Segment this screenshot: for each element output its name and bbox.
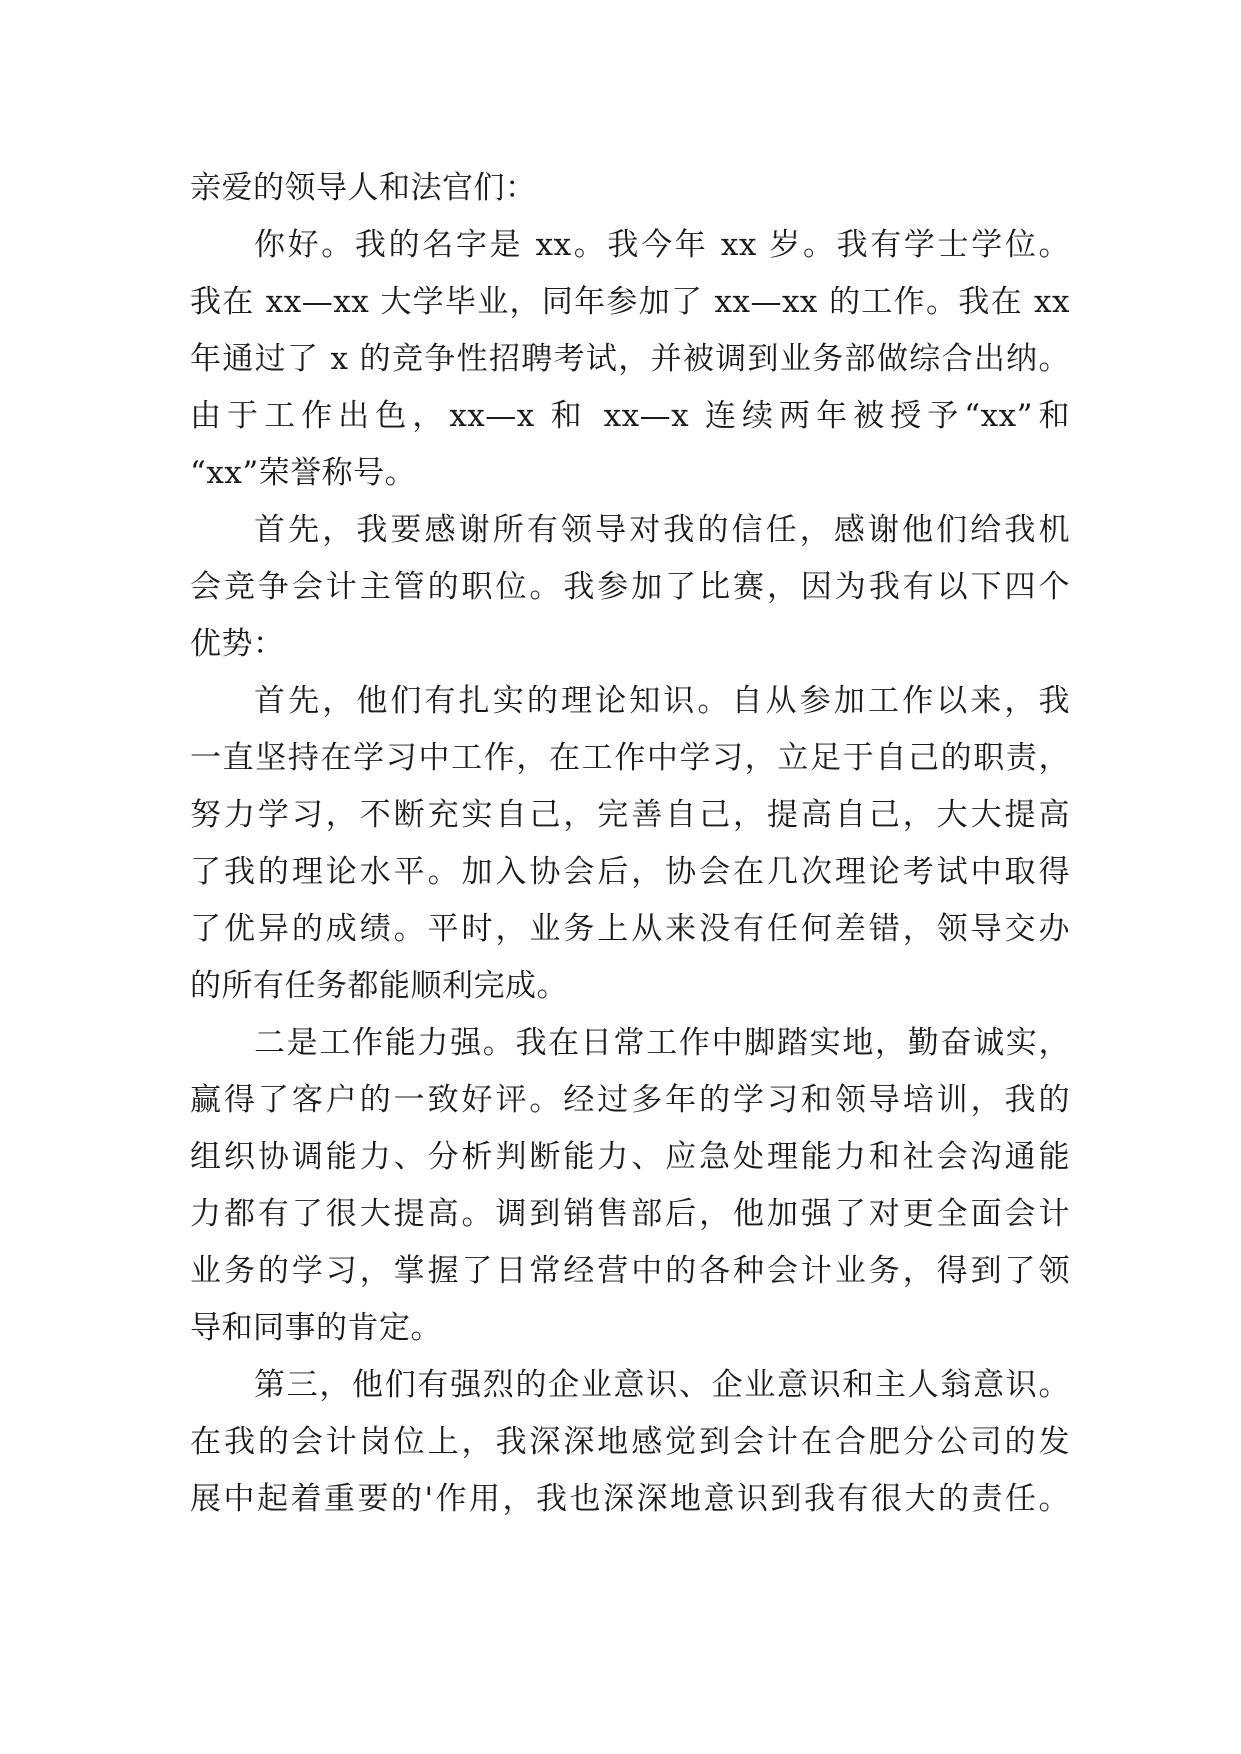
document-body [190, 160, 1070, 1528]
paragraph-line: 导和同事的肯定。 [190, 1310, 442, 1346]
paragraph-line: 业务的学习，掌握了日常经营中的各种会计业务，得到了领 [190, 1253, 1070, 1289]
paragraph-line: 了优异的成绩。平时，业务上从来没有任何差错，领导交办 [190, 911, 1070, 947]
paragraph-3 [190, 673, 1070, 1015]
paragraph-line: 第三，他们有强烈的企业意识、企业意识和主人翁意识。 [254, 1367, 1070, 1403]
salutation: 亲爱的领导人和法官们： [190, 170, 537, 206]
paragraph-line: 由于工作出色，xx—x 和 xx—x 连续两年被授予“xx”和 [190, 398, 1070, 434]
paragraph-line: 组织协调能力、分析判断能力、应急处理能力和社会沟通能 [190, 1139, 1070, 1175]
paragraph-line: 在我的会计岗位上，我深深地感觉到会计在合肥分公司的发 [190, 1424, 1070, 1460]
paragraph-2 [190, 502, 1070, 673]
paragraph-line: “xx”荣誉称号。 [190, 455, 417, 491]
paragraph-1 [190, 217, 1070, 502]
paragraph-line: 展中起着重要的'作用，我也深深地意识到我有很大的责任。 [190, 1481, 1070, 1517]
paragraph-line: 努力学习，不断充实自己，完善自己，提高自己，大大提高 [190, 797, 1070, 833]
paragraph-line: 二是工作能力强。我在日常工作中脚踏实地，勤奋诚实， [254, 1025, 1070, 1061]
paragraph-line: 你好。我的名字是 xx。我今年 xx 岁。我有学士学位。 [254, 227, 1070, 263]
paragraph-line: 年通过了 x 的竞争性招聘考试，并被调到业务部做综合出纳。 [190, 341, 1070, 377]
paragraph-line: 的所有任务都能顺利完成。 [190, 968, 568, 1004]
paragraph-line: 我在 xx—xx 大学毕业，同年参加了 xx—xx 的工作。我在 xx [190, 284, 1070, 320]
paragraph-line: 会竞争会计主管的职位。我参加了比赛，因为我有以下四个 [190, 569, 1070, 605]
paragraph-line: 赢得了客户的一致好评。经过多年的学习和领导培训，我的 [190, 1082, 1070, 1118]
paragraph-4 [190, 1015, 1070, 1357]
paragraph-line: 一直坚持在学习中工作，在工作中学习，立足于自己的职责， [190, 740, 1070, 776]
paragraph-line: 了我的理论水平。加入协会后，协会在几次理论考试中取得 [190, 854, 1070, 890]
paragraph-line: 优势： [190, 626, 285, 662]
paragraph-line: 首先，我要感谢所有领导对我的信任，感谢他们给我机 [254, 512, 1070, 548]
paragraph-line: 首先，他们有扎实的理论知识。自从参加工作以来，我 [254, 683, 1070, 719]
paragraph-line: 力都有了很大提高。调到销售部后，他加强了对更全面会计 [190, 1196, 1070, 1232]
paragraph-5 [190, 1357, 1070, 1528]
